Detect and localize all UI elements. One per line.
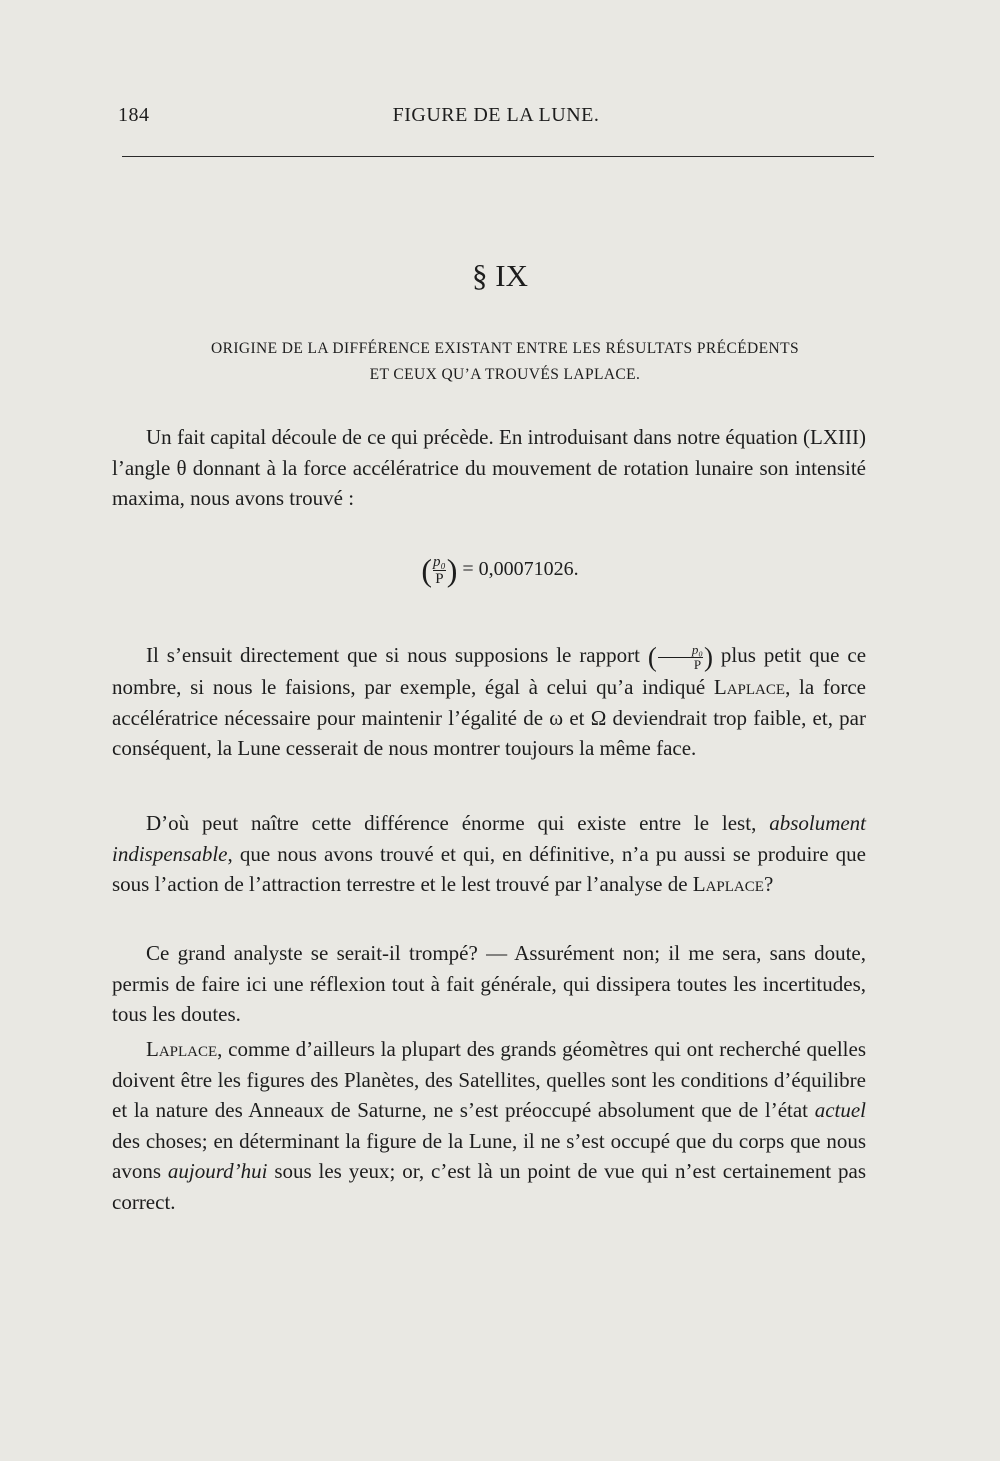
paragraph-2: [112, 640, 866, 764]
page-number: 184: [118, 104, 150, 126]
paragraph-5-text-c: sous les yeux; or, c’est là un point de vue qui n’est certainement pas correct.: [112, 1159, 867, 1214]
subtitle-line-2: ET CEUX QU’A TROUVÉS LAPLACE.: [369, 366, 641, 383]
inline-paren-close: ): [703, 641, 713, 672]
inline-paren-open: (: [647, 641, 657, 672]
running-title: FIGURE DE LA LUNE.: [392, 104, 600, 126]
paragraph-4: [112, 938, 866, 1030]
paragraph-2-text-b: plus petit que ce nombre, si nous le faisions, par exemple, égal à celui qu’a indiqué: [112, 643, 867, 700]
inline-denominator: P: [693, 656, 702, 672]
paragraph-3-text-b: , que nous avons trouvé et qui, en définitive, n’a pu aussi se produire que sous l’action de l’attraction terrestre et le lest trouvé par l’analyse de: [112, 841, 866, 896]
formula-paren-open: (: [421, 552, 432, 588]
paragraph-2-text-a: Il s’ensuit directement que si nous supposions le rapport: [146, 643, 640, 667]
section-heading: § IX: [472, 258, 528, 293]
paragraph-3: [112, 808, 866, 900]
header-rule: [122, 156, 874, 157]
paragraph-5-text-b: des choses; en déterminant la figure de la Lune, il ne s’est occupé que du corps que nous avons: [112, 1128, 866, 1183]
inline-numerator: p₀: [658, 643, 703, 658]
formula-denominator: P: [435, 571, 444, 587]
paragraph-1-text: Un fait capital découle de ce qui précède. En introduisant dans notre équation (LXIII) l’angle θ donnant à la force accélératrice du mouvement de rotation lunaire son intensité maxima, nous avons trouvé :: [112, 425, 866, 510]
author-name: Laplace: [692, 872, 764, 896]
paragraph-5-italic-1: actuel: [814, 1098, 867, 1122]
paragraph-3-text-c: ?: [763, 872, 774, 896]
formula-numerator: p₀: [433, 554, 446, 570]
paragraph-5-italic-2: aujourd’hui: [167, 1159, 268, 1183]
paragraph-2-text-c: , la force accélératrice nécessaire pour maintenir l’égalité de ω et Ω deviendrait trop faible, et, par conséquent, la Lune cesserait de nous montrer toujours la même face.: [112, 675, 867, 761]
formula-paren-close: ): [446, 552, 458, 588]
running-header: [118, 104, 874, 134]
formula-fraction: [432, 554, 447, 587]
paragraph-5: [112, 1034, 866, 1217]
formula-rhs: = 0,00071026.: [462, 558, 579, 581]
author-name: Laplace: [146, 1037, 218, 1061]
subtitle-line-1: ORIGINE DE LA DIFFÉRENCE EXISTANT ENTRE LES RÉSULTATS PRÉCÉDENTS: [210, 340, 800, 357]
section-subtitle: [150, 336, 860, 388]
paragraph-4-text: Ce grand analyste se serait-il trompé? — Assurément non; il me sera, sans doute, permis de faire ici une réflexion tout à fait générale, qui dissipera toutes les incertitudes, tous les doutes.: [112, 941, 866, 1026]
paragraph-3-italic: absolument indispensable: [112, 811, 867, 866]
paragraph-5-text-a: , comme d’ailleurs la plupart des grands géomètres qui ont recherché quelles doivent être les figures des Planètes, des Satellites, quelles sont les conditions d’équilibre et la nature des Anneaux de Saturne, ne s’est préoccupé absolument que de l’état: [112, 1037, 866, 1122]
author-name: Laplace: [713, 675, 786, 700]
paragraph-3-text-a: D’où peut naître cette différence énorme qui existe entre le lest,: [146, 811, 757, 835]
paragraph-1: [112, 422, 866, 514]
inline-fraction: [657, 643, 704, 672]
formula: [0, 552, 1000, 589]
